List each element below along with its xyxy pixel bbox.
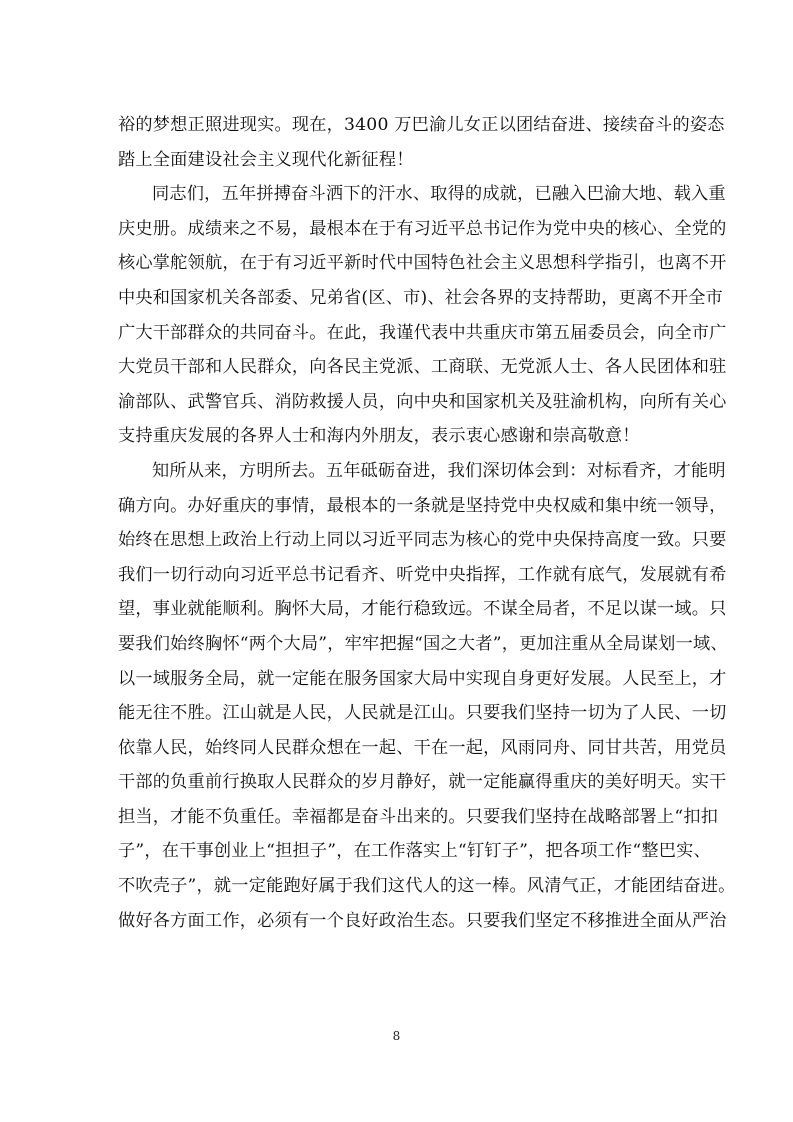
text-line: 中央和国家机关各部委、兄弟省(区、市)、社会各界的支持帮助，更离不开全市 <box>118 287 723 308</box>
text-line: 支持重庆发展的各界人士和海内外朋友，表示衷心感谢和崇高敬意！ <box>118 426 640 447</box>
text-line: 裕的梦想正照进现实。现在，3400 万巴渝儿女正以团结奋进、接续奋斗的姿态 <box>118 115 725 135</box>
text-line: 干部的负重前行换取人民群众的岁月静好，就一定能赢得重庆的美好明天。实干 <box>118 772 727 793</box>
text-line: 知所从来，方明所去。五年砥砺奋进，我们深切体会到：对标看齐，才能明 <box>152 460 726 481</box>
page-number: 8 <box>392 1029 401 1043</box>
text-line: 庆史册。成绩来之不易，最根本在于有习近平总书记作为党中央的核心、全党的 <box>118 218 727 239</box>
text-line: 核心掌舵领航，在于有习近平新时代中国特色社会主义思想科学指引，也离不开 <box>118 253 727 274</box>
text-line: 子”，在干事创业上“担担子”，在工作落实上“钉钉子”，把各项工作“整巴实、 <box>118 841 711 862</box>
text-line: 大党员干部和人民群众，向各民主党派、工商联、无党派人士、各人民团体和驻 <box>118 357 727 378</box>
text-line: 担当，才能不负重任。幸福都是奋斗出来的。只要我们坚持在战略部署上“扣扣 <box>118 806 719 827</box>
text-line: 同志们，五年拼搏奋斗洒下的汗水、取得的成就，已融入巴渝大地、载入重 <box>152 184 726 205</box>
text-line: 做好各方面工作，必须有一个良好政治生态。只要我们坚定不移推进全面从严治 <box>118 910 727 931</box>
text-line: 依靠人民，始终同人民群众想在一起、干在一起，风雨同舟、同甘共苦，用党员 <box>118 737 727 758</box>
text-line: 不吹壳子”，就一定能跑好属于我们这代人的这一棒。风清气正，才能团结奋进。 <box>118 876 736 897</box>
text-line: 以一域服务全局，就一定能在服务国家大局中实现自身更好发展。人民至上，才 <box>118 668 727 689</box>
text-line: 渝部队、武警官兵、消防救援人员，向中央和国家机关及驻渝机构，向所有关心 <box>118 391 727 412</box>
paragraph <box>118 177 727 454</box>
text-line: 望，事业就能顺利。胸怀大局，才能行稳致远。不谋全局者，不足以谋一域。只 <box>118 599 727 620</box>
text-line: 能无往不胜。江山就是人民，人民就是江山。只要我们坚持一切为了人民、一切 <box>118 703 727 724</box>
paragraph <box>118 454 736 938</box>
paragraph <box>118 108 725 177</box>
text-line: 要我们始终胸怀“两个大局”，牢牢把握“国之大者”，更加注重从全局谋划一域、 <box>118 633 728 654</box>
text-line: 我们一切行动向习近平总书记看齐、听党中央指挥，工作就有底气，发展就有希 <box>118 564 727 585</box>
body-text <box>118 108 736 938</box>
text-line: 广大干部群众的共同奋斗。在此，我谨代表中共重庆市第五届委员会，向全市广 <box>118 322 727 343</box>
text-line: 确方向。办好重庆的事情，最根本的一条就是坚持党中央权威和集中统一领导， <box>118 495 727 516</box>
text-line: 踏上全面建设社会主义现代化新征程！ <box>118 149 414 170</box>
text-line: 始终在思想上政治上行动上同以习近平同志为核心的党中央保持高度一致。只要 <box>118 530 727 551</box>
